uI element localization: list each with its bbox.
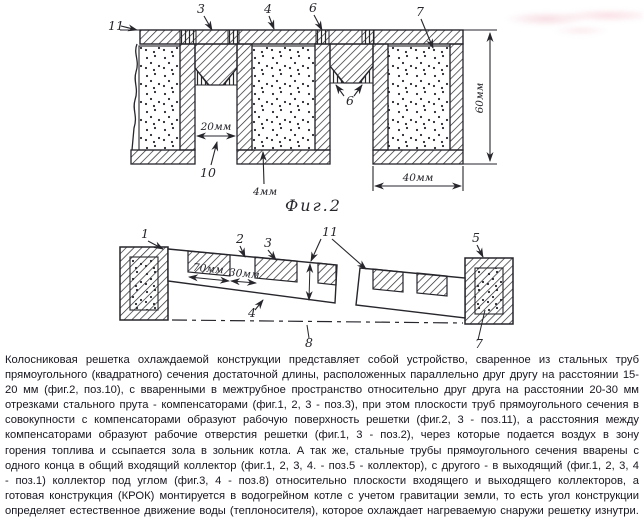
callout-11: 11: [108, 18, 124, 33]
callout-8: 8: [305, 335, 313, 350]
fig2-compensator-left: [195, 44, 237, 85]
callout-2: 2: [236, 231, 244, 246]
dimension-20mm-label: 20мм: [200, 121, 232, 133]
fig2-working-surface: [120, 30, 497, 44]
fig3-tube-right-segment: [356, 268, 465, 318]
callout-6-bottom: 6: [346, 93, 354, 108]
fig3-outlet-collector: [120, 247, 168, 320]
callout-11: 11: [322, 224, 338, 239]
figure-3-side-view: [120, 224, 513, 351]
callout-10: 10: [200, 165, 216, 180]
fig3-axis-line: [172, 320, 463, 323]
callout-3: 3: [197, 1, 205, 16]
dimension-70mm-label: 70мм: [192, 261, 225, 277]
callout-7: 7: [416, 4, 424, 19]
callout-6-top: 6: [309, 0, 317, 15]
dimension-40mm-label: 40мм: [402, 172, 434, 184]
fig2-left-tube: [131, 44, 195, 164]
callout-4: 4: [248, 305, 256, 320]
callout-7: 7: [475, 336, 483, 351]
callout-5: 5: [472, 230, 480, 245]
fig2-dimension-20mm: [197, 121, 235, 136]
callout-1: 1: [141, 226, 149, 241]
dimension-60mm-label: 60мм: [474, 82, 486, 114]
fig2-middle-tube: [237, 44, 330, 164]
dimension-30mm-label: 30мм: [228, 266, 261, 282]
dimension-4mm-label: 4мм: [252, 186, 278, 198]
fig2-compensator-right: [330, 44, 373, 83]
figure-2-cross-section: [108, 0, 497, 215]
fig3-inlet-collector: [465, 258, 513, 324]
fig2-dimension-60mm: [474, 33, 490, 161]
figure-2-caption: Фиг.2: [285, 196, 342, 215]
callout-3: 3: [264, 235, 272, 250]
description-paragraph: Колосниковая решетка охлаждаемой конструкции представляет собой устройство, сваренное из стальных труб прямоугольного (квадратного) сечения достаточной длины, расположенных параллельно друг другу на расстоянии 15-20 мм (фиг.2, поз.10), с вваренными в межтрубное пространство относительно друг друга на расстоянии 20-30 мм отрезками стального прута - компенсаторами (фиг.1, 2, 3 - поз.3), при этом плоскости труб прямоугольного сечения в совокупности с компенсаторами образуют рабочую поверхность решетки (фиг.2, 3 - поз.11), а расстояния между компенсаторами образуют рабочие отверстия решетки (фиг.1, 3 - поз.2), через которые подается воздух в зону горения топлива и ссыпается зола в зольник котла. А так же, стальные трубы прямоугольного сечения вварены с одного конца в общий входящий коллектор (фиг.1, 2, 3, 4. - поз.5 - коллектор), с другого - в выходящий (фиг.1, 2, 3, 4 - поз.1) коллектор под углом (фиг.3, 4 - поз.8) относительно плоскости входящего и выходящего коллекторов, а готовая конструкция (КРОК) монтируется в водогрейном котле с учетом гравитации земли, то есть угол конструкции определяет естественное движение воды (теплоносителя), которое охлаждает нагреваемую снаружи решетку изнутри.: [5, 354, 639, 517]
fig2-dimension-40mm: [373, 166, 463, 191]
callout-4: 4: [264, 1, 272, 16]
